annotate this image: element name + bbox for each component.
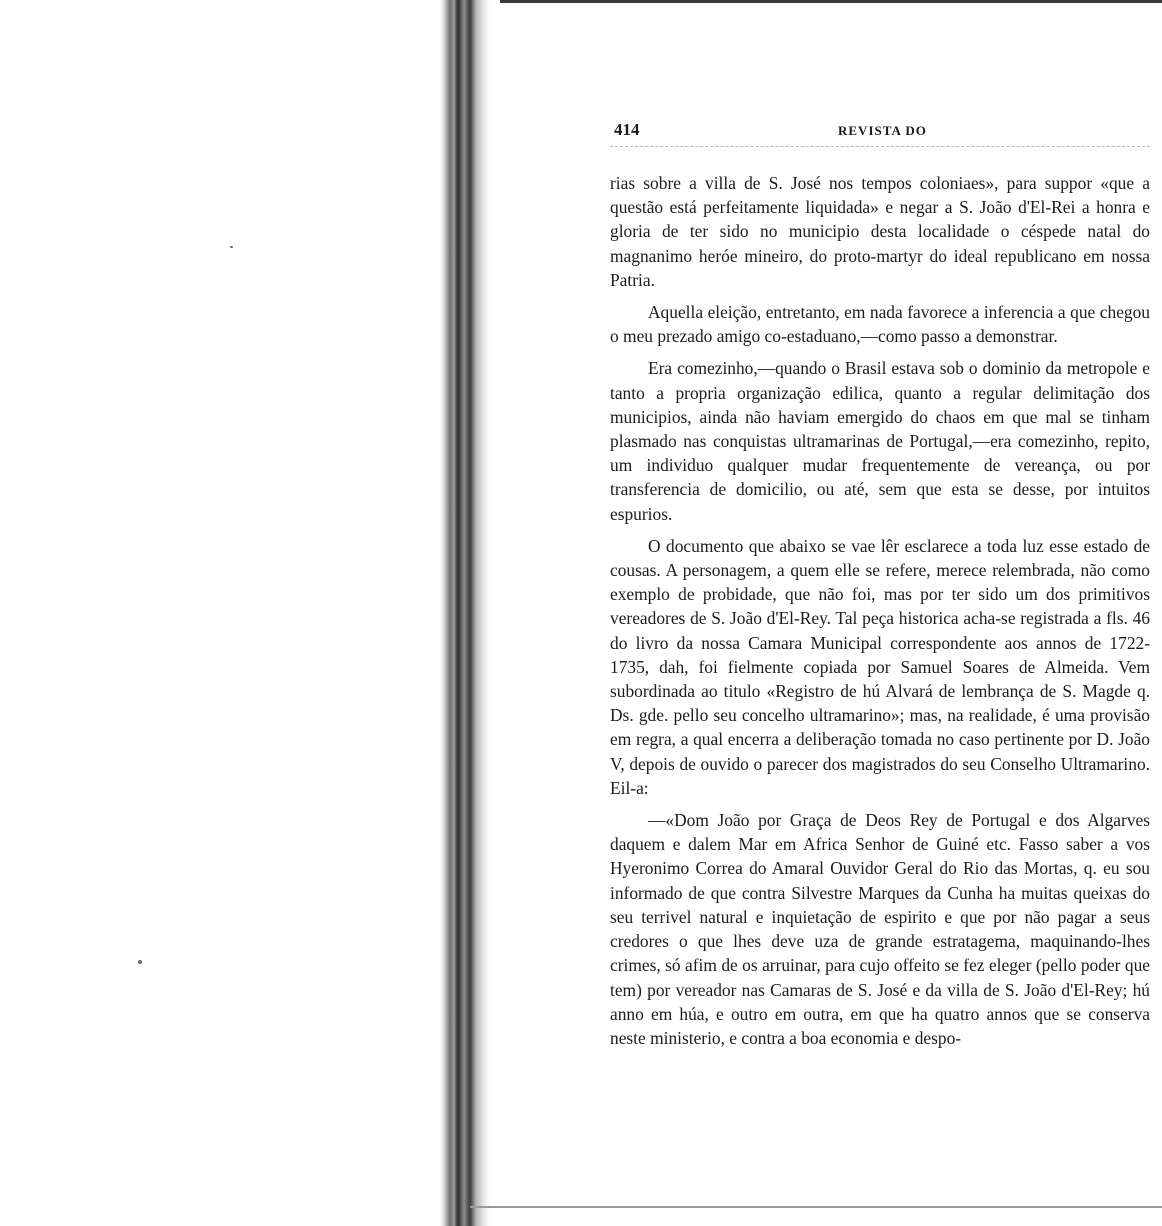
paper-speck (230, 246, 233, 248)
paragraph: Aquella eleição, entretanto, em nada favorece a inferencia a que chegou o meu prezado amigo co-estaduano,—como passo a demonstrar. (610, 302, 1150, 347)
paper-speck (138, 960, 142, 964)
top-page-edge (500, 0, 1162, 3)
running-head (610, 120, 1150, 147)
paragraph: rias sobre a villa de S. José nos tempos coloniaes», para suppor «que a questão está perfeitamente liquidada» e negar a S. João d'El-Rei a honra e gloria de ter sido no municipio desta localidade o céspede natal do magnanimo heróe mineiro, do proto-martyr do ideal republicano em nossa Patria. (610, 173, 1150, 290)
running-title: REVISTA DO (838, 123, 927, 138)
page-number: 414 (614, 120, 640, 139)
paragraph-quoted-document: —«Dom João por Graça de Deos Rey de Portugal e dos Algarves daquem e dalem Mar em Africa Senhor de Guiné etc. Fasso saber a vos Hyeronimo Correa do Amaral Ouvidor Geral do Rio das Mortas, q. eu sou informado de que contra Silvestre Marques da Cunha ha muitas queixas do seu terrivel natural e inquietação de espirito e que por não pagar a seus credores o que lhes deve uza de grande estratagema, maquinando-lhes crimes, só afim de os arruinar, para cujo offeito se fez eleger (pello poder que tem) por vereador nas Camaras de S. José e da villa de S. João d'El-Rey; hú anno em húa, e outro em outra, em que ha quatro annos que se conserva neste ministerio, e contra a boa economia e despo- (610, 810, 1150, 1048)
book-gutter (440, 0, 490, 1226)
left-page-blank (0, 0, 440, 1226)
body-text (610, 171, 1150, 1050)
paragraph: Era comezinho,—quando o Brasil estava sob o dominio da metropole e tanto a propria organização edilica, quanto a regular delimitação dos municipios, ainda não haviam emergido do chaos em que mal se tinham plasmado nas conquistas ultramarinas de Portugal,—era comezinho, repito, um individuo qualquer mudar frequentemente de vereança, ou por transferencia de domicilio, ou até, sem que esta se desse, por intuitos espurios. (610, 358, 1150, 524)
right-page (610, 120, 1150, 1058)
bottom-page-edge (470, 1206, 1162, 1208)
paragraph: O documento que abaixo se vae lêr esclarece a toda luz esse estado de cousas. A personagem, a quem elle se refere, merece relembrada, não como exemplo de probidade, que não foi, mas por ter sido um dos primitivos vereadores de S. João d'El-Rey. Tal peça historica acha-se registrada a fls. 46 do livro da nossa Camara Municipal correspondente aos annos de 1722-1735, dah, foi fielmente copiada por Samuel Soares de Almeida. Vem subordinada ao titulo «Registro de hú Alvará de lembrança de S. Magde q. Ds. gde. pello seu concelho ultramarino»; mas, na realidade, é uma provisão em regra, a qual encerra a deliberação tomada no caso pertinente por D. João V, depois de ouvido o parecer dos magistrados do seu Conselho Ultramarino. Eil-a: (610, 535, 1150, 798)
